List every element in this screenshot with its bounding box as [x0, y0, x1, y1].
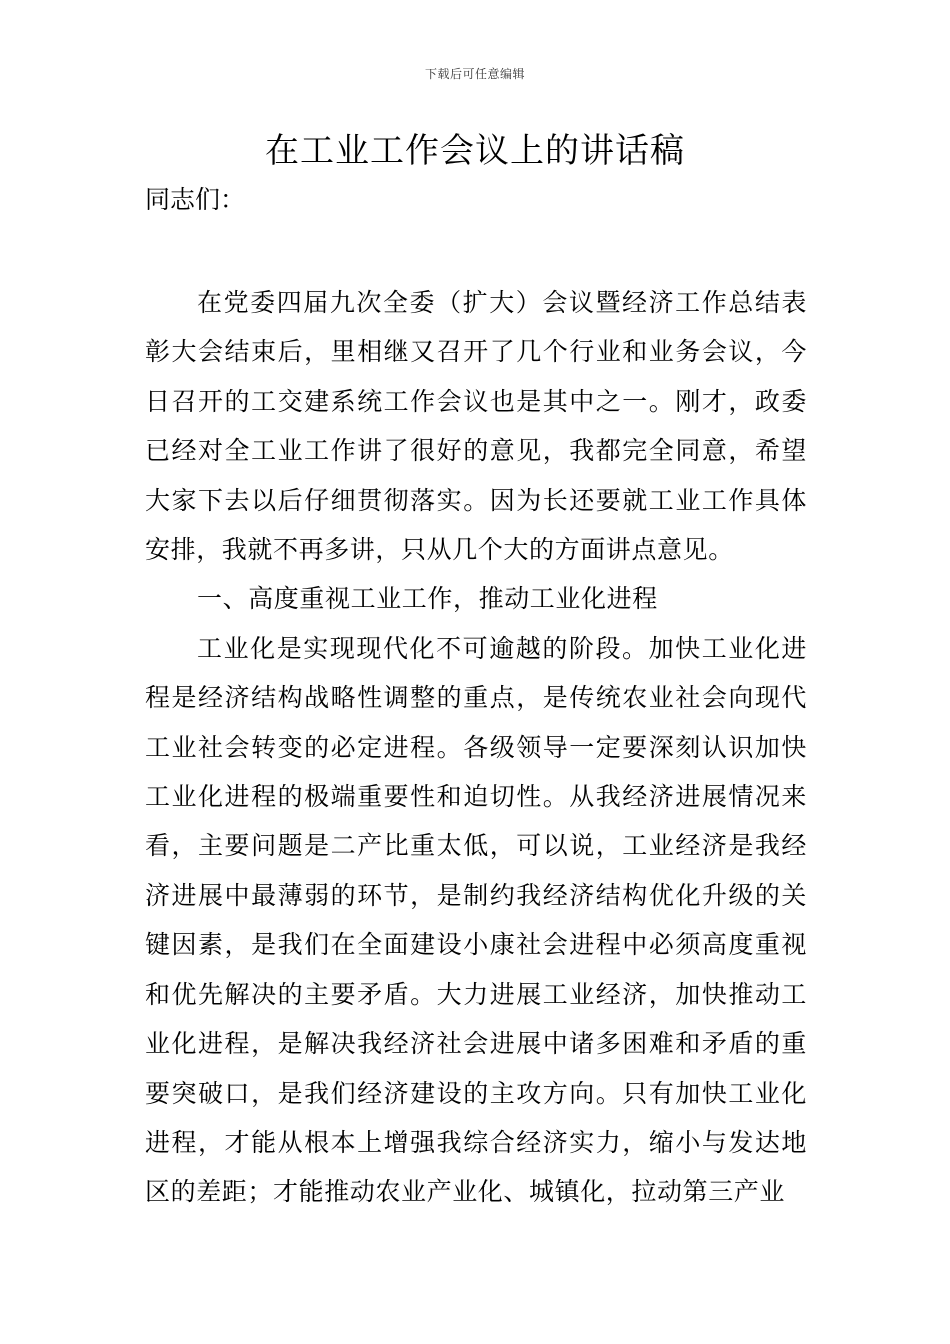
paragraph-industrialization: 工业化是实现现代化不可逾越的阶段。加快工业化进程是经济结构战略性调整的重点，是传统农业社会向现代工业社会转变的必定进程。各级领导一定要深刻认识加快工业化进程的极端重要性和迫切性。从我经济进展情况来看，主要问题是二产比重太低，可以说，工业经济是我经济进展中最薄弱的环节，是制约我经济结构优化升级的关键因素，是我们在全面建设小康社会进程中必须高度重视和优先解决的主要矛盾。大力进展工业经济，加快推动工业化进程，是解决我经济社会进展中诸多困难和矛盾的重要突破口，是我们经济建设的主攻方向。只有加快工业化进程，才能从根本上增强我综合经济实力，缩小与发达地区的差距；才能推动农业产业化、城镇化，拉动第三产业 [145, 633, 807, 1207]
salutation: 同志们： [145, 185, 246, 214]
document-title: 在工业工作会议上的讲话稿 [265, 131, 685, 171]
document-body [145, 278, 807, 1217]
section-heading: 一、高度重视工业工作，推动工业化进程 [197, 584, 658, 614]
header-note: 下载后可任意编辑 [424, 67, 525, 81]
paragraph-intro: 在党委四届九次全委（扩大）会议暨经济工作总结表彰大会结束后，里相继又召开了几个行业和业务会议，今日召开的工交建系统工作会议也是其中之一。刚才，政委已经对全工业工作讲了很好的意见，我都完全同意，希望大家下去以后仔细贯彻落实。因为长还要就工业工作具体安排，我就不再多讲，只从几个大的方面讲点意见。 [145, 288, 807, 565]
